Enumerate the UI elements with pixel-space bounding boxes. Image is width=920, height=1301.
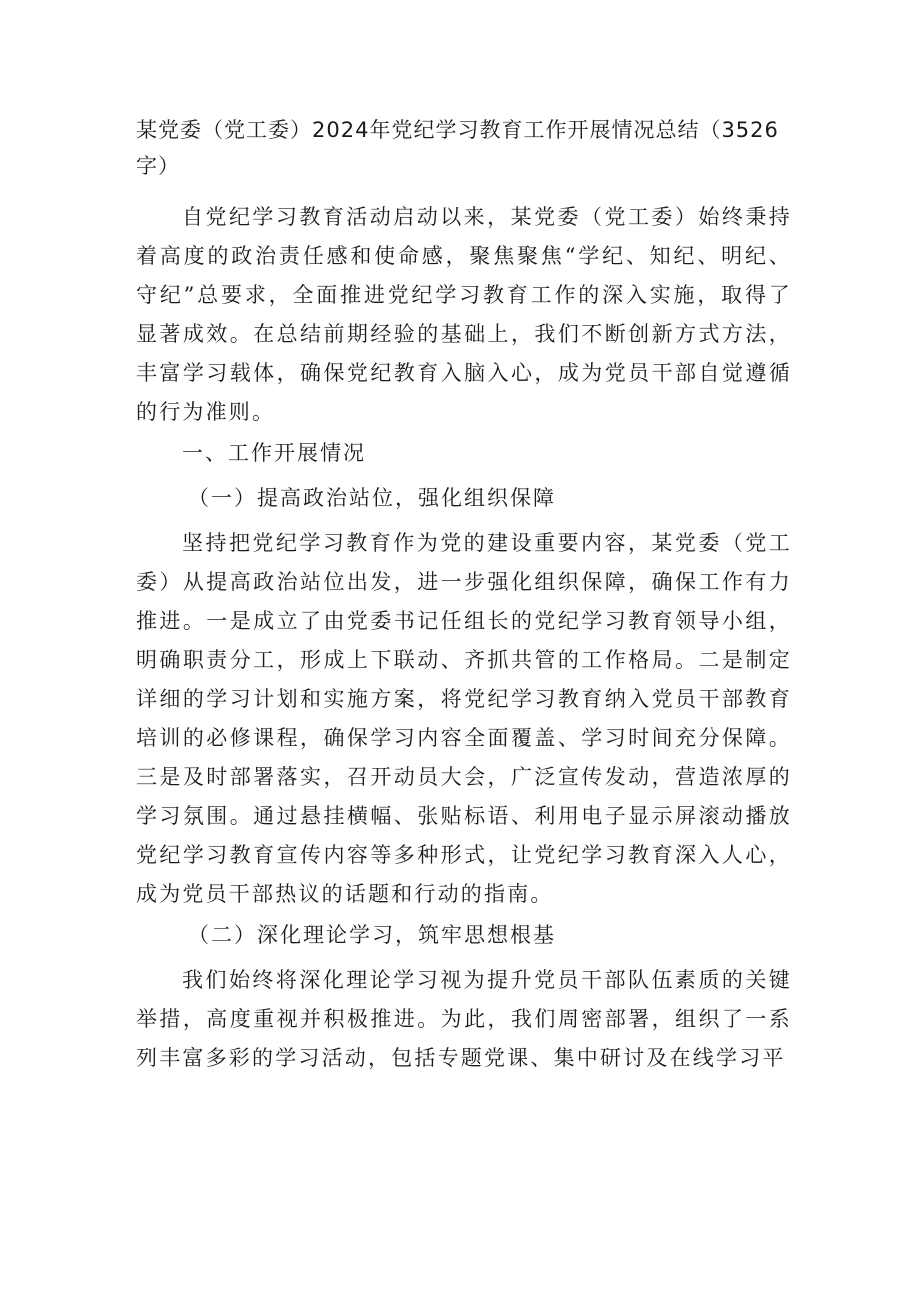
- subsection-heading-1: （一）提高政治站位，强化组织保障: [188, 486, 556, 510]
- document-body: [136, 112, 792, 1080]
- subsection-body-2: 我们始终将深化理论学习视为提升党员干部队伍素质的关键举措，高度重视并积极推进。为此，我们周密部署，组织了一系列丰富多彩的学习活动，包括专题党课、集中研讨及在线学习平: [136, 968, 792, 1070]
- section-heading-1: 一、工作开展情况: [182, 441, 366, 465]
- document-title: 某党委（党工委）2024年党纪学习教育工作开展情况总结（3526字）: [136, 118, 779, 178]
- subsection-heading-2: （二）深化理论学习，筑牢思想根基: [188, 923, 556, 947]
- intro-paragraph: 自党纪学习教育活动启动以来，某党委（党工委）始终秉持着高度的政治责任感和使命感，聚焦聚焦“学纪、知纪、明纪、守纪”总要求，全面推进党纪学习教育工作的深入实施，取得了显著成效。在总结前期经验的基础上，我们不断创新方式方法，丰富学习载体，确保党纪教育入脑入心，成为党员干部自觉遵循的行为准则。: [136, 205, 792, 424]
- subsection-body-1: 坚持把党纪学习教育作为党的建设重要内容，某党委（党工委）从提高政治站位出发，进一步强化组织保障，确保工作有力推进。一是成立了由党委书记任组长的党纪学习教育领导小组，明确职责分工，形成上下联动、齐抓共管的工作格局。二是制定详细的学习计划和实施方案，将党纪学习教育纳入党员干部教育培训的必修课程，确保学习内容全面覆盖、学习时间充分保障。三是及时部署落实，召开动员大会，广泛宣传发动，营造浓厚的学习氛围。通过悬挂横幅、张贴标语、利用电子显示屏滚动播放党纪学习教育宣传内容等多种形式，让党纪学习教育深入人心，成为党员干部热议的话题和行动的指南。: [136, 531, 792, 906]
